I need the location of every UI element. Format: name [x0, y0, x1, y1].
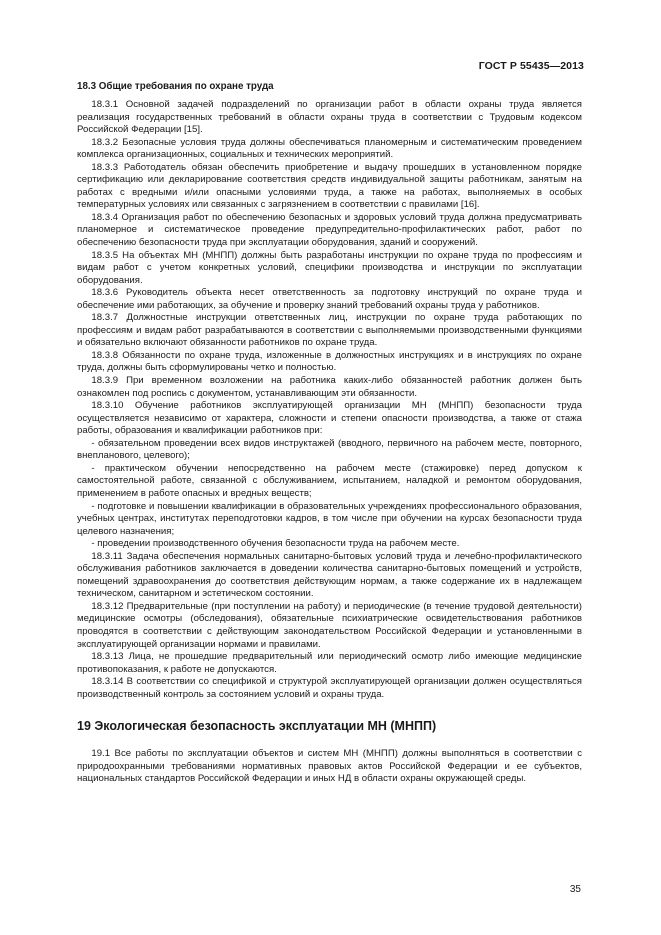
document-code: ГОСТ Р 55435—2013: [478, 60, 584, 72]
paragraph: 18.3.11 Задача обеспечения нормальных санитарно-бытовых условий труда и лечебно-профилактического обслуживания работников заключается в доведении количества санитарно-бытовых помещений и устройств, помещений здравоохранения до соответствия действующим нормам, а также содержание их в надлежащем техническом, санитарном и эстетическом состоянии.: [77, 550, 582, 600]
paragraph: 18.3.10 Обучение работников эксплуатирующей организации МН (МНПП) безопасности труда осуществляется независимо от характера, сложности и степени опасности производства, а также от стажа работы, образования и квалификации работников при:: [77, 400, 582, 437]
paragraph: - подготовке и повышении квалификации в образовательных учреждениях профессионального образования, учебных центрах, институтах переподготовки кадров, в том числе при обучении на курсах безопасности труда целевого назначения;: [77, 500, 582, 537]
paragraph: 18.3.8 Обязанности по охране труда, изложенные в должностных инструкциях и в инструкциях по охране труда, должны быть сформулированы четко и полностью.: [77, 349, 582, 374]
paragraph: 18.3.13 Лица, не прошедшие предварительный или периодический осмотр либо имеющие медицинские противопоказания, к работе не допускаются.: [77, 651, 582, 675]
paragraph: 18.3.3 Работодатель обязан обеспечить приобретение и выдачу прошедших в установленном порядке сертификацию или декларирование соответствия средств индивидуальной защиты работникам, занятым на работах с вредными и/или опасными условиями труда, а также на работах, выполняемых в особых температурных условиях или связанных с загрязнением в соответствии с правилами [16].: [77, 161, 582, 211]
paragraph: - обязательном проведении всех видов инструктажей (вводного, первичного на рабочем месте, повторного, внепланового, целевого);: [77, 437, 582, 462]
paragraph: 18.3.4 Организация работ по обеспечению безопасных и здоровых условий труда должна предусматривать планомерное и систематическое проведение предупредительно-профилактических работ, работ по обеспечению безопасности труда при эксплуатации оборудования, зданий и сооружений.: [77, 211, 582, 249]
page-number: 35: [569, 884, 581, 895]
section-19-heading: 19 Экологическая безопасность эксплуатации МН (МНПП): [77, 719, 437, 734]
section-18-3-heading: 18.3 Общие требования по охране труда: [77, 81, 274, 92]
paragraph: 18.3.1 Основной задачей подразделений по организации работ в области охраны труда является реализация государственных требований в области охраны труда в соответствии с Трудовым кодексом Российской Федерации [15].: [77, 99, 582, 136]
section-19-body: [77, 748, 582, 786]
paragraph: 18.3.5 На объектах МН (МНПП) должны быть разработаны инструкции по охране труда по профессиям и видам работ с учетом конкретных условий, специфики производства и инструкции по эксплуатации оборудования.: [77, 249, 582, 286]
paragraph: 18.3.12 Предварительные (при поступлении на работу) и периодические (в течение трудовой деятельности) медицинские осмотры (обследования), обязательные психиатрические освидетельствования работников проводятся в соответствии с действующим законодательством Российской Федерации и установленными в эксплуатирующей организации нормами и правилами.: [77, 600, 582, 650]
page-content: [77, 80, 582, 786]
paragraph: - практическом обучении непосредственно на рабочем месте (стажировке) перед допуском к самостоятельной работе, связанной с обслуживанием, испытанием, наладкой и ремонтом оборудования, применением в работе опасных и вредных веществ;: [77, 462, 582, 499]
section-18-3-body: [77, 99, 582, 701]
paragraph: 18.3.14 В соответствии со спецификой и структурой эксплуатирующей организации должен осуществляться производственный контроль за состоянием условий и охраны труда.: [77, 676, 582, 700]
paragraph: 18.3.2 Безопасные условия труда должны обеспечиваться планомерным и систематическим проведением комплекса организационных, социальных и технических мероприятий.: [77, 136, 582, 161]
paragraph: 18.3.9 При временном возложении на работника каких-либо обязанностей работник должен быть ознакомлен под роспись с документом, устанавливающим эти обязанности.: [77, 375, 582, 399]
paragraph: 19.1 Все работы по эксплуатации объектов и систем МН (МНПП) должны выполняться в соответствии с природоохранными требованиями нормативных правовых актов Российской Федерации и ее субъектов, национальных стандартов Российской Федерации и иных НД в области охраны окружающей среды.: [77, 748, 582, 785]
paragraph: 18.3.7 Должностные инструкции ответственных лиц, инструкции по охране труда работающих по профессиям и видам работ разрабатываются в соответствии с выполняемыми производственными функциями и обязательно включают обязанности работников по охране труда.: [77, 312, 582, 349]
paragraph: - проведении производственного обучения безопасности труда на рабочем месте.: [91, 538, 460, 550]
paragraph: 18.3.6 Руководитель объекта несет ответственность за подготовку инструкций по охране труда и обеспечение ими работающих, за обучение и проверку знаний требований охраны труда у работников.: [77, 287, 582, 311]
